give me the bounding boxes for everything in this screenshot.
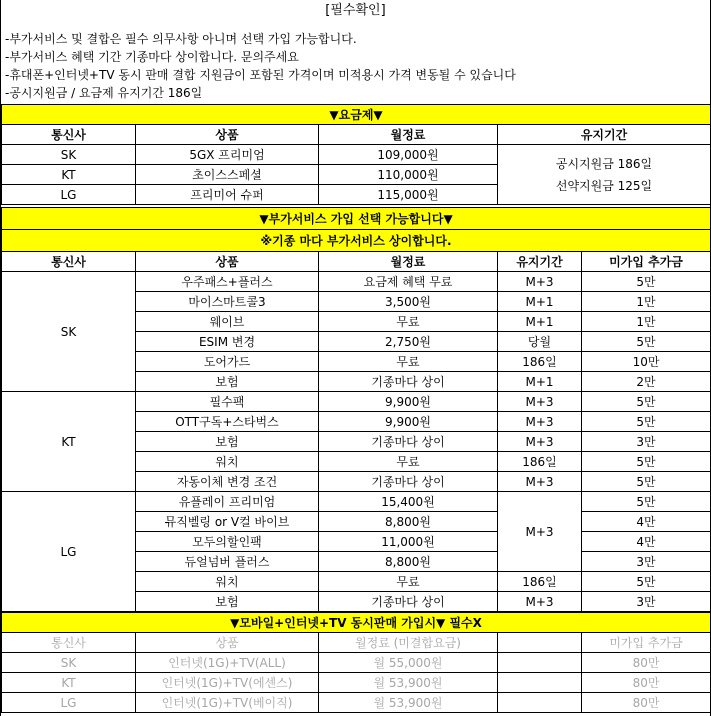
extra-cell: 3만 [582, 552, 711, 572]
product-cell: 유플레이 프리미엄 [136, 492, 319, 512]
carrier-cell: SK [2, 145, 136, 165]
period-cell [498, 673, 582, 693]
product-cell: 웨이브 [136, 312, 319, 332]
fee-cell: 요금제 혜택 무료 [319, 272, 498, 292]
extra-cell: 1만 [582, 292, 711, 312]
fee-cell: 월 53,900원 [319, 693, 498, 713]
addon-banner-note: ※기종 마다 부가서비스 상이합니다. [2, 230, 711, 252]
col-header-fee: 월정료 [319, 252, 498, 272]
product-cell: 모두의할인팩 [136, 532, 319, 552]
table-row [2, 653, 711, 673]
extra-cell: 10만 [582, 352, 711, 372]
merged-period-cell: M+3 [498, 492, 582, 572]
note-line: -휴대폰+인터넷+TV 동시 판매 결합 지원금이 포함된 가격이며 미적용시 가격 변동될 수 있습니다 [5, 68, 516, 82]
fee-cell: 110,000원 [319, 165, 498, 185]
product-cell: 뮤직벨링 or V컬 바이브 [136, 512, 319, 532]
extra-cell: 3만 [582, 592, 711, 612]
carrier-cell: SK [2, 272, 136, 392]
carrier-cell: LG [2, 185, 136, 205]
col-header-carrier: 통신사 [2, 125, 136, 145]
col-header-fee: 월정료 [319, 125, 498, 145]
col-header-period: 유지기간 [498, 252, 582, 272]
addon-table [1, 207, 711, 612]
period-cell: M+3 [498, 592, 582, 612]
product-cell: 워치 [136, 572, 319, 592]
product-cell: ESIM 변경 [136, 332, 319, 352]
fee-cell: 기종마다 상이 [319, 592, 498, 612]
extra-cell: 5만 [582, 472, 711, 492]
fee-cell: 기종마다 상이 [319, 372, 498, 392]
product-cell: 도어가드 [136, 352, 319, 372]
table-row [2, 392, 711, 412]
col-header-period [498, 633, 582, 653]
product-cell: 마이스마트콜3 [136, 292, 319, 312]
plan-period-cell [498, 145, 711, 205]
extra-cell: 2만 [582, 372, 711, 392]
product-cell: 인터넷(1G)+TV(ALL) [136, 653, 319, 673]
carrier-cell: SK [2, 653, 136, 673]
fee-cell: 2,750원 [319, 332, 498, 352]
extra-cell: 1만 [582, 312, 711, 332]
extra-cell: 5만 [582, 392, 711, 412]
extra-cell: 5만 [582, 492, 711, 512]
extra-cell: 5만 [582, 412, 711, 432]
extra-cell: 5만 [582, 572, 711, 592]
fee-cell: 109,000원 [319, 145, 498, 165]
plan-header-row [2, 125, 711, 145]
period-cell: M+3 [498, 412, 582, 432]
col-header-carrier: 통신사 [2, 252, 136, 272]
note-line: -부가서비스 및 결합은 필수 의무사항 아니며 선택 가입 가능합니다. [5, 32, 357, 46]
product-cell: 보험 [136, 592, 319, 612]
product-cell: 인터넷(1G)+TV(베이직) [136, 693, 319, 713]
bundle-banner-row [2, 613, 711, 633]
notes-block [5, 30, 516, 102]
period-line: 선약지원금 125일 [555, 178, 653, 193]
plan-banner: ▼요금제▼ [2, 105, 711, 125]
addon-banner-row [2, 230, 711, 252]
period-cell: M+3 [498, 392, 582, 412]
period-cell: M+1 [498, 372, 582, 392]
extra-cell: 80만 [582, 653, 711, 673]
fee-cell: 9,900원 [319, 392, 498, 412]
fee-cell: 3,500원 [319, 292, 498, 312]
addon-header-row [2, 252, 711, 272]
page-title: [필수확인] [325, 3, 386, 18]
table-row [2, 272, 711, 292]
bundle-header-row [2, 633, 711, 653]
col-header-carrier: 통신사 [2, 633, 136, 653]
bundle-banner: ▼모바일+인터넷+TV 동시판매 가입시▼ 필수X [2, 613, 711, 633]
addon-banner-row [2, 208, 711, 230]
product-cell: 인터넷(1G)+TV(에센스) [136, 673, 319, 693]
price-table [1, 104, 711, 205]
col-header-product: 상품 [136, 125, 319, 145]
product-cell: 필수팩 [136, 392, 319, 412]
plan-banner-row [2, 105, 711, 125]
period-cell [498, 653, 582, 673]
period-cell: M+3 [498, 432, 582, 452]
extra-cell: 80만 [582, 673, 711, 693]
fee-cell: 무료 [319, 452, 498, 472]
product-cell: 우주패스+플러스 [136, 272, 319, 292]
fee-cell: 11,000원 [319, 532, 498, 552]
fee-cell: 15,400원 [319, 492, 498, 512]
carrier-cell: KT [2, 673, 136, 693]
product-cell: 보험 [136, 372, 319, 392]
period-cell: M+3 [498, 272, 582, 292]
carrier-cell: LG [2, 693, 136, 713]
extra-cell: 4만 [582, 512, 711, 532]
fee-cell: 115,000원 [319, 185, 498, 205]
fee-cell: 9,900원 [319, 412, 498, 432]
product-cell: 초이스스페셜 [136, 165, 319, 185]
col-header-product: 상품 [136, 633, 319, 653]
col-header-extra: 미가입 추가금 [582, 252, 711, 272]
product-cell: 5GX 프리미엄 [136, 145, 319, 165]
product-cell: OTT구독+스타벅스 [136, 412, 319, 432]
extra-cell: 80만 [582, 693, 711, 713]
table-row [2, 693, 711, 713]
product-cell: 듀얼넘버 플러스 [136, 552, 319, 572]
col-header-period: 유지기간 [498, 125, 711, 145]
period-cell: M+1 [498, 312, 582, 332]
carrier-cell: KT [2, 392, 136, 492]
table-row [2, 673, 711, 693]
fee-cell: 무료 [319, 572, 498, 592]
period-cell: M+1 [498, 292, 582, 312]
extra-cell: 4만 [582, 532, 711, 552]
fee-cell: 기종마다 상이 [319, 472, 498, 492]
period-cell [498, 693, 582, 713]
period-cell: 186일 [498, 572, 582, 592]
col-header-fee: 월정료 (미결합요금) [319, 633, 498, 653]
col-header-extra: 미가입 추가금 [582, 633, 711, 653]
plan-row [2, 145, 711, 165]
addon-banner: ▼부가서비스 가입 선택 가능합니다▼ [2, 208, 711, 230]
period-cell: M+3 [498, 472, 582, 492]
carrier-cell: KT [2, 165, 136, 185]
col-header-product: 상품 [136, 252, 319, 272]
product-cell: 자동이체 변경 조건 [136, 472, 319, 492]
fee-cell: 무료 [319, 352, 498, 372]
product-cell: 워치 [136, 452, 319, 472]
fee-cell: 기종마다 상이 [319, 432, 498, 452]
fee-cell: 8,800원 [319, 552, 498, 572]
extra-cell: 5만 [582, 332, 711, 352]
product-cell: 프리미어 슈퍼 [136, 185, 319, 205]
extra-cell: 5만 [582, 452, 711, 472]
period-cell: 186일 [498, 452, 582, 472]
table-row [2, 492, 711, 512]
note-line: -공시지원금 / 요금제 유지기간 186일 [5, 86, 203, 100]
fee-cell: 8,800원 [319, 512, 498, 532]
bundle-table [1, 612, 711, 713]
period-cell: 186일 [498, 352, 582, 372]
fee-cell: 무료 [319, 312, 498, 332]
fee-cell: 월 53,900원 [319, 673, 498, 693]
period-cell: 당월 [498, 332, 582, 352]
period-line: 공시지원금 186일 [555, 156, 653, 171]
note-line: -부가서비스 혜택 기간 기종마다 상이합니다. 문의주세요 [5, 50, 299, 64]
carrier-cell: LG [2, 492, 136, 612]
extra-cell: 5만 [582, 272, 711, 292]
fee-cell: 월 55,000원 [319, 653, 498, 673]
extra-cell: 3만 [582, 432, 711, 452]
product-cell: 보험 [136, 432, 319, 452]
